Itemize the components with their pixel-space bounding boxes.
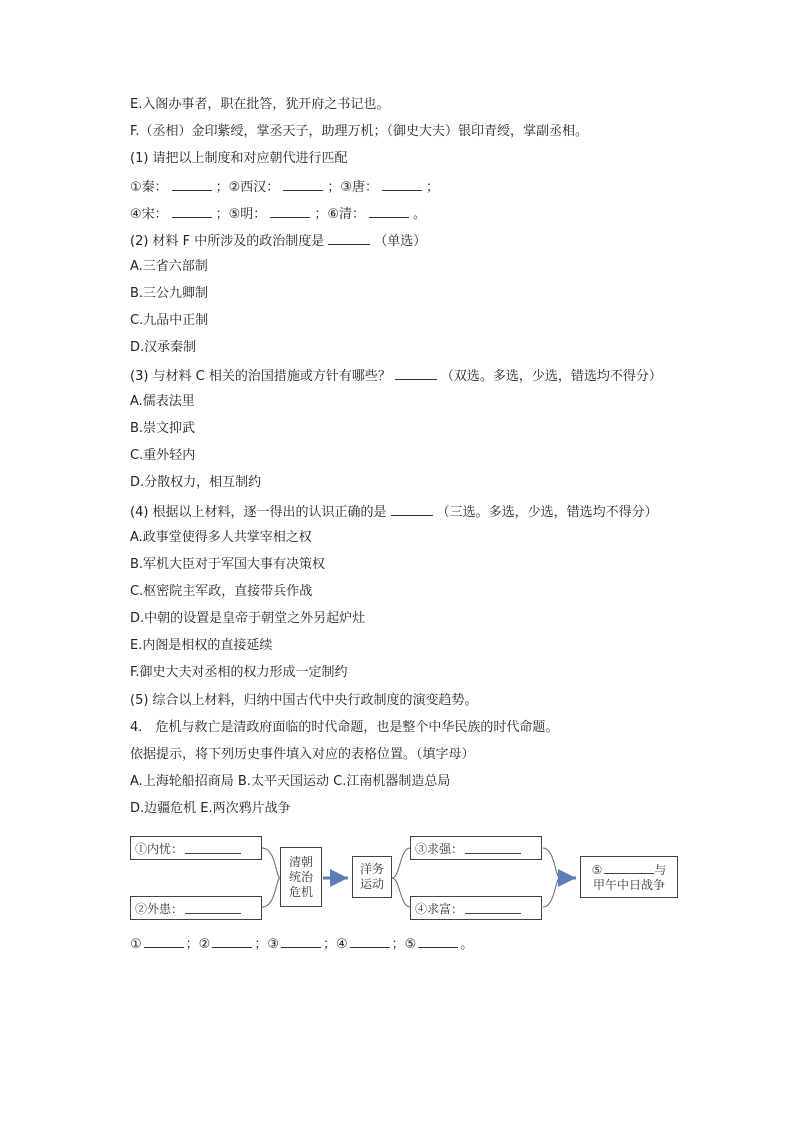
question-3: (3) 与材料 C 相关的治国措施或方针有哪些？ （双选。多选，少选，错选均不得分） [130,366,662,386]
answer-blank-1[interactable] [144,934,184,948]
q4-option-f: F.御史大夫对丞相的权力形成一定制约 [130,665,348,680]
blank-xihan[interactable] [283,177,323,191]
blank-result[interactable] [604,862,654,874]
q4-option-d: D.中朝的设置是皇帝于朝堂之外另起炉灶 [130,611,366,626]
blank-song[interactable] [172,204,212,218]
blank-qing[interactable] [369,204,409,218]
answer-blank-3[interactable] [281,934,321,948]
question-1: (1) 请把以上制度和对应朝代进行匹配 [130,151,348,166]
answer-line: ① ；② ；③ ；④ ；⑤ 。 [130,934,473,954]
box-waihuan: ②外患： [130,896,262,920]
answer-blank-4[interactable] [350,934,390,948]
question-4-stem: 4. 危机与救亡是清政府面临的时代命题，也是整个中华民族的时代命题。 [130,720,559,735]
q3-option-d: D.分散权力，相互制约 [130,475,262,490]
blank-qiufu[interactable] [465,902,521,914]
match-row-2: ④宋： ；⑤明： ；⑥清： 。 [130,204,426,224]
events-row-1: A.上海轮船招商局 B.太平天国运动 C.江南机器制造总局 [130,774,451,789]
events-row-2: D.边疆危机 E.两次鸦片战争 [130,801,291,816]
box-result: ⑤ 与 甲午中日战争 [580,856,678,898]
q4-option-b: B.军机大臣对于军国大事有决策权 [130,557,326,572]
question-4-instruction: 依据提示，将下列历史事件填入对应的表格位置。（填字母） [130,747,475,762]
box-qiuqiang: ③求强： [410,836,542,860]
q4-option-a: A.政事堂使得多人共掌宰相之权 [130,530,312,545]
box-neiyou: ①内忧： [130,836,262,860]
blank-tang[interactable] [382,177,422,191]
blank-qin[interactable] [172,177,212,191]
middle-brace [392,848,410,907]
q2-option-d: D.汉承秦制 [130,340,197,355]
answer-blank-2[interactable] [212,934,252,948]
material-e: E.入阁办事者，职在批答，犹开府之书记也。 [130,97,390,112]
blank-q3[interactable] [395,366,437,380]
question-2: (2) 材料 F 中所涉及的政治制度是 （单选） [130,231,426,251]
box-yangwu-movement: 洋务 运动 [352,856,392,898]
material-f: F.（丞相）金印紫绶，掌丞天子，助理万机；（御史大夫）银印青绶，掌副丞相。 [130,124,589,139]
q3-option-c: C.重外轻内 [130,448,196,463]
question-4: (4) 根据以上材料，逐一得出的认识正确的是 （三选。多选，少选，错选均不得分） [130,502,658,522]
q3-option-b: B.崇文抑武 [130,421,196,436]
result-line-1: ⑤ 与 [591,862,667,877]
box-qiufu: ④求富： [410,896,542,920]
box-qing-crisis: 清朝 统治 危机 [280,847,322,907]
q3-option-a: A.儒表法里 [130,394,195,409]
blank-ming[interactable] [270,204,310,218]
history-flow-diagram [130,832,690,927]
q2-option-b: B.三公九卿制 [130,286,209,301]
right-brace [543,848,560,907]
blank-waihuan[interactable] [185,902,241,914]
question-5: (5) 综合以上材料，归纳中国古代中央行政制度的演变趋势。 [130,693,478,708]
q4-option-e: E.内阁是相权的直接延续 [130,638,273,653]
q4-option-c: C.枢密院主军政，直接带兵作战 [130,584,313,599]
match-row-1: ①秦： ；②西汉： ；③唐： ； [130,177,439,197]
blank-q2[interactable] [328,231,370,245]
blank-neiyou[interactable] [185,842,241,854]
answer-blank-5[interactable] [418,934,458,948]
q2-option-c: C.九品中正制 [130,313,209,328]
q2-option-a: A.三省六部制 [130,259,208,274]
blank-qiuqiang[interactable] [465,842,521,854]
blank-q4[interactable] [391,502,433,516]
left-brace [262,848,280,907]
